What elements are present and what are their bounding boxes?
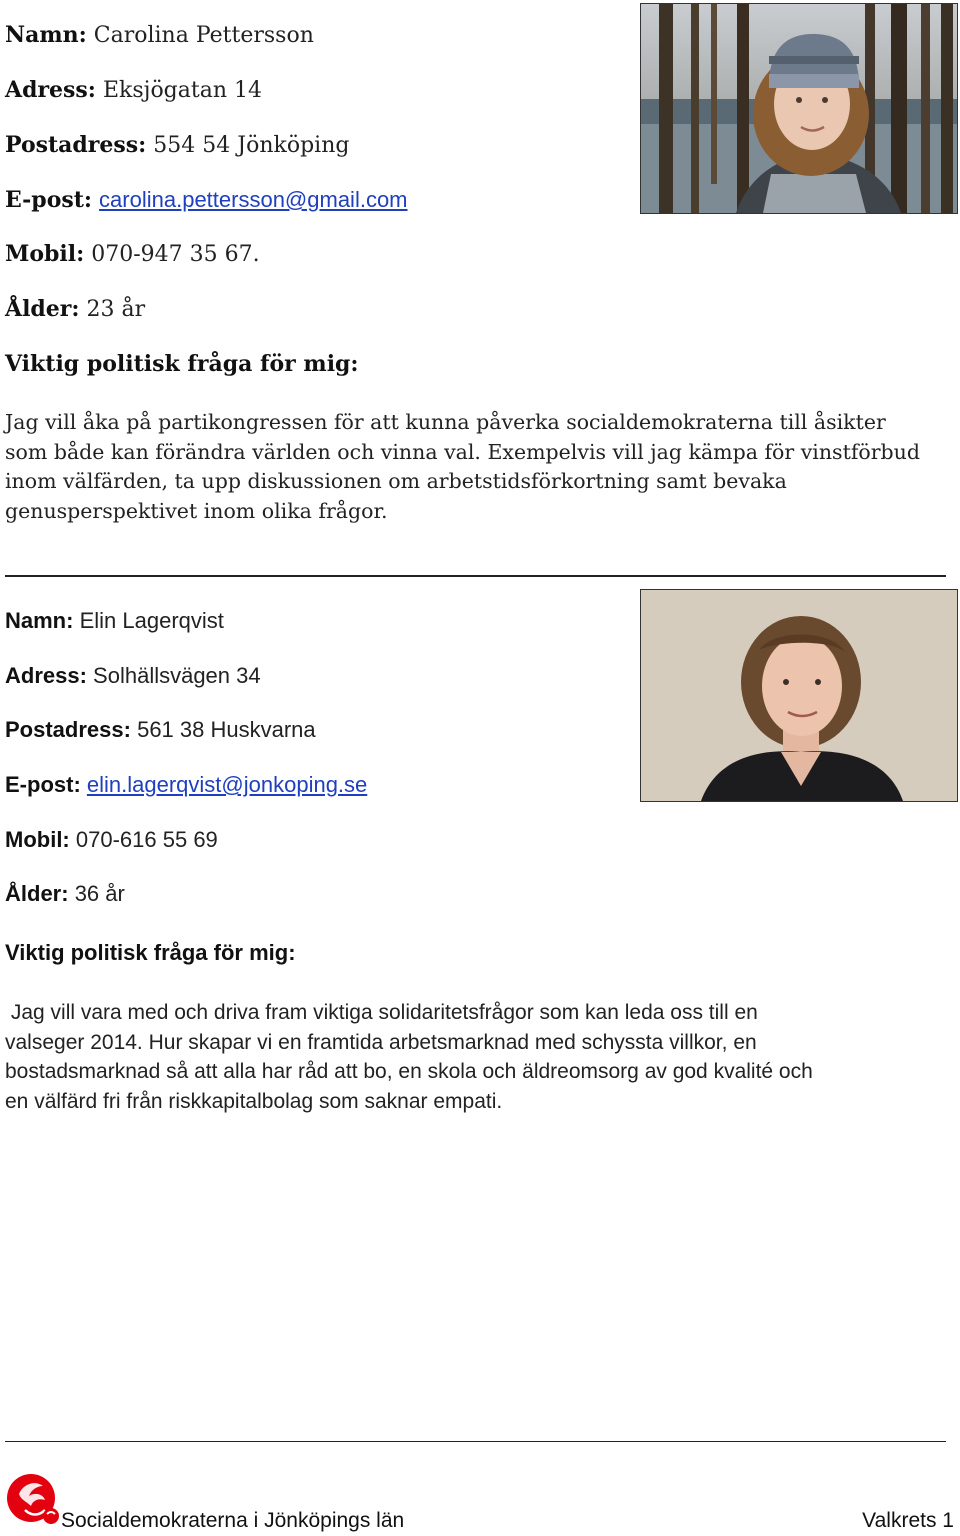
p1-photo — [640, 3, 958, 214]
p2-email-link[interactable]: elin.lagerqvist@jonkoping.se — [86, 772, 368, 797]
p1-issue-paragraph — [5, 408, 950, 526]
p2-issue-heading-text: Viktig politisk fråga för mig: — [5, 940, 296, 965]
p2-age-label: Ålder: — [5, 881, 69, 906]
p2-age-value: 36 år — [74, 881, 125, 906]
separator-rule — [5, 575, 946, 577]
p1-email-label: E-post: — [5, 187, 93, 213]
p1-issue-line: inom välfärden, ta upp diskussionen om arbetstidsförkortning samt bevaka — [5, 469, 787, 493]
p1-postal-row — [5, 131, 349, 160]
p2-postal-label: Postadress: — [5, 717, 131, 742]
p1-issue-line: Jag vill åka på partikongressen för att kunna påverka socialdemokraterna till åsikter — [5, 410, 886, 434]
p2-age-row — [5, 880, 125, 908]
p1-issue-line: genusperspektivet inom olika frågor. — [5, 498, 388, 523]
p1-email-link[interactable]: carolina.pettersson@gmail.com — [99, 187, 408, 212]
p2-issue-line: bostadsmarknad så att alla har råd att bo, en skola och äldreomsorg av god kvalité och — [5, 1060, 813, 1083]
p1-age-label: Ålder: — [5, 296, 80, 322]
p2-issue-line: valseger 2014. Hur skapar vi en framtida arbetsmarknad med schyssta villkor, en — [5, 1030, 757, 1054]
p1-name-label: Namn: — [5, 22, 87, 48]
p1-issue-heading-text: Viktig politisk fråga för mig: — [5, 351, 359, 377]
p2-name-label: Namn: — [5, 608, 74, 633]
p2-address-label: Adress: — [5, 663, 87, 688]
p1-issue-heading — [5, 350, 359, 379]
p1-mobile-row — [5, 240, 260, 269]
p2-postal-value: 561 38 Huskvarna — [137, 717, 316, 742]
p1-name-row — [5, 21, 314, 50]
p2-mobile-label: Mobil: — [5, 827, 70, 852]
p2-name-value: Elin Lagerqvist — [79, 608, 224, 633]
p1-age-value: 23 år — [86, 297, 146, 322]
p2-issue-line: en välfärd fri från riskkapitalbolag som saknar empati. — [5, 1089, 503, 1113]
footer-rule — [5, 1441, 946, 1442]
p2-mobile-row — [5, 826, 218, 854]
p1-postal-label: Postadress: — [5, 132, 147, 158]
p2-email-row — [5, 771, 367, 799]
p1-postal-value: 554 54 Jönköping — [153, 133, 350, 158]
p1-mobile-value: 070-947 35 67. — [91, 242, 260, 267]
footer-organization: Socialdemokraterna i Jönköpings län — [61, 1509, 405, 1532]
p2-address-value: Solhällsvägen 34 — [93, 663, 261, 688]
p1-issue-line: som både kan förändra världen och vinna val. Exempelvis vill jag kämpa för vinstförbud — [5, 439, 920, 464]
p1-age-row — [5, 295, 145, 324]
p2-name-row — [5, 607, 224, 635]
p2-issue-paragraph — [5, 998, 950, 1116]
p2-photo — [640, 589, 958, 802]
p2-issue-line: Jag vill vara med och driva fram viktiga solidaritetsfrågor som kan leda oss till en — [5, 1001, 758, 1024]
p2-issue-heading — [5, 939, 296, 967]
p2-postal-row — [5, 716, 316, 744]
p1-address-row — [5, 76, 262, 105]
p1-name-value: Carolina Pettersson — [93, 23, 314, 48]
p1-address-label: Adress: — [5, 77, 96, 103]
p2-mobile-value: 070-616 55 69 — [75, 827, 218, 852]
p2-address-row — [5, 662, 261, 690]
party-rose-logo — [5, 1470, 61, 1531]
footer-section: Valkrets 1 — [862, 1509, 954, 1532]
p1-mobile-label: Mobil: — [5, 241, 85, 267]
p1-email-row — [5, 186, 408, 215]
p1-address-value: Eksjögatan 14 — [102, 78, 262, 103]
p2-email-label: E-post: — [5, 772, 81, 797]
